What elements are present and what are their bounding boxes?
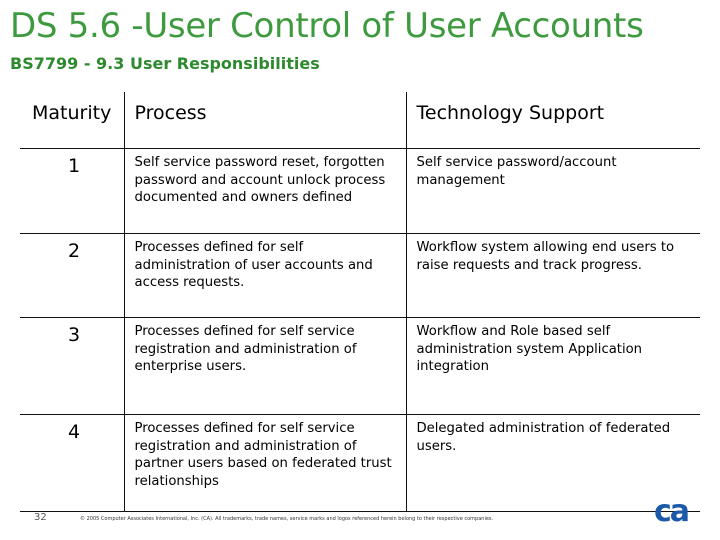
- maturity-cell: 4: [20, 415, 124, 512]
- header-process: Process: [124, 92, 406, 149]
- slide-subtitle: BS7799 - 9.3 User Responsibilities: [10, 54, 320, 73]
- copyright-notice: © 2005 Computer Associates International, Inc. (CA). All trademarks, trade names, service marks and logos referenced herein belong to their respective companies.: [80, 516, 494, 522]
- technology-cell: Delegated administration of federated users.: [406, 415, 700, 512]
- technology-cell: Workflow system allowing end users to raise requests and track progress.: [406, 234, 700, 318]
- table-row: [20, 415, 700, 512]
- technology-cell: Self service password/account management: [406, 149, 700, 234]
- maturity-table: [20, 92, 700, 512]
- maturity-cell: 2: [20, 234, 124, 318]
- technology-cell: Workflow and Role based self administration system Application integration: [406, 318, 700, 415]
- table-header-row: [20, 92, 700, 149]
- table-row: [20, 318, 700, 415]
- page-number: 32: [34, 512, 47, 523]
- process-cell: Processes defined for self service registration and administration of enterprise users.: [124, 318, 406, 415]
- maturity-cell: 1: [20, 149, 124, 234]
- table-row: [20, 149, 700, 234]
- header-maturity: Maturity: [20, 92, 124, 149]
- slide-title: DS 5.6 -User Control of User Accounts: [10, 6, 644, 46]
- process-cell: Processes defined for self service registration and administration of partner users based on federated trust relationships: [124, 415, 406, 512]
- process-cell: Processes defined for self administration of user accounts and access requests.: [124, 234, 406, 318]
- process-cell: Self service password reset, forgotten password and account unlock process documented and owners defined: [124, 149, 406, 234]
- ca-logo: ca: [654, 494, 689, 529]
- table-row: [20, 234, 700, 318]
- header-technology-support: Technology Support: [406, 92, 700, 149]
- maturity-cell: 3: [20, 318, 124, 415]
